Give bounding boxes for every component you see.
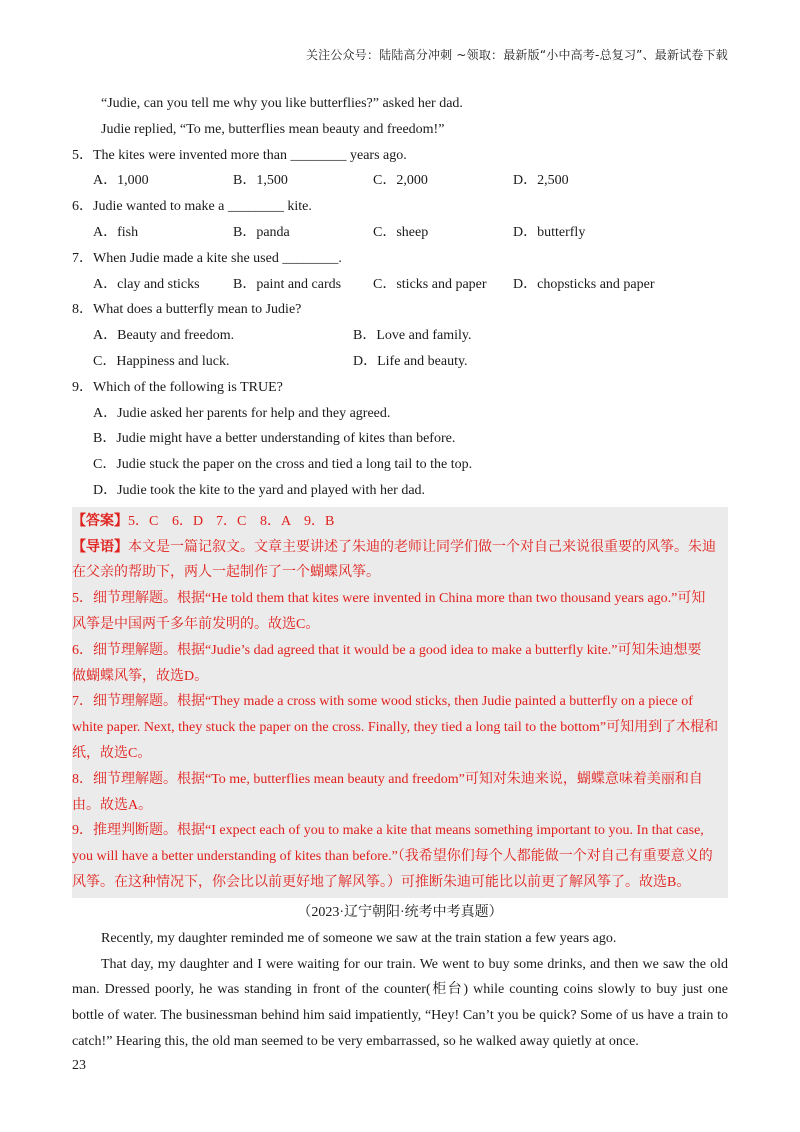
guide-line: 在父亲的帮助下，两人一起制作了一个蝴蝶风筝。 xyxy=(72,565,380,581)
option-d[interactable]: D．Judie took the kite to the yard and played with her dad. xyxy=(93,482,426,498)
answer-8: 8．A xyxy=(260,513,292,529)
explanation-line: 风筝是中国两千多年前发明的。故选C。 xyxy=(72,616,320,632)
guide-text: 本文是一篇记叙文。文章主要讲述了朱迪的老师让同学们做一个对自己来说很重要的风筝。朱迪 xyxy=(128,539,716,555)
passage-paragraph-2: That day, my daughter and I were waiting for our train. We went to buy some drinks, and then we saw the old man. Dressed poorly, he was standing in front of the counter(柜台) while counting coins slowly to buy just one bottle of water. The businessman behind him said impatiently, “Hey! Can’t you be quick? Some of us have a train to catch!” Hearing this, the old man seemed to be very embarrassed, so he walked away quietly at once. xyxy=(72,956,728,1049)
option-c[interactable]: C．Judie stuck the paper on the cross and tied a long tail to the top. xyxy=(93,457,473,473)
explanation-line: white paper. Next, they stuck the paper on the cross. Finally, they tied a long tail to the bottom”可知用到了木棍和 xyxy=(72,720,719,736)
option-a[interactable]: A．fish xyxy=(93,224,139,240)
answer-9: 9．B xyxy=(304,513,335,529)
option-b[interactable]: B．paint and cards xyxy=(233,276,342,292)
question-7-stem: 7．When Judie made a kite she used ________. xyxy=(72,250,342,266)
question-9-stem: 9．Which of the following is TRUE? xyxy=(72,379,283,395)
option-c[interactable]: C．sheep xyxy=(373,224,429,240)
question-7-options xyxy=(72,272,728,298)
story-line: “Judie, can you tell me why you like butterflies?” asked her dad. xyxy=(101,96,463,111)
question-6-stem: 6．Judie wanted to make a ________ kite. xyxy=(72,199,312,215)
page-header: 关注公众号：陆陆高分冲刺 ~领取：最新版“小中高考-总复习”、最新试卷下载 xyxy=(305,48,728,62)
page-number: 23 xyxy=(72,1058,86,1073)
question-8-options-cd xyxy=(72,349,728,375)
option-a[interactable]: A．Judie asked her parents for help and they agreed. xyxy=(93,405,391,421)
option-a[interactable]: A．Beauty and freedom. xyxy=(93,328,235,344)
guide-line xyxy=(72,535,728,561)
guide-label: 【导语】 xyxy=(72,539,128,555)
explanation-line: 7．细节理解题。根据“They made a cross with some wood sticks, then Judie painted a butterfly on a piece of xyxy=(72,694,693,710)
explanation-line: 风筝。在这种情况下，你会比以前更好地了解风筝。）可推断朱迪可能比以前更了解风筝了。故选B。 xyxy=(72,874,691,890)
option-b[interactable]: B．Judie might have a better understanding of kites than before. xyxy=(93,431,456,447)
explanation-line: you will have a better understanding of kites than before.”（我希望你们每个人都能做一个对自己有重要意义的 xyxy=(72,849,713,865)
option-d[interactable]: D．butterfly xyxy=(513,224,586,240)
question-8-options-ab xyxy=(72,323,728,349)
answer-line xyxy=(72,509,728,535)
page-content xyxy=(72,91,728,1055)
explanation-line: 由。故选A。 xyxy=(72,797,153,813)
story-line: Judie replied, “To me, butterflies mean beauty and freedom!” xyxy=(101,121,445,137)
option-b[interactable]: B．Love and family. xyxy=(353,328,472,344)
explanation-line: 纸，故选C。 xyxy=(72,745,152,761)
question-5-stem: 5．The kites were invented more than ________ years ago. xyxy=(72,147,407,163)
option-d[interactable]: D．chopsticks and paper xyxy=(513,276,655,292)
option-b[interactable]: B．panda xyxy=(233,224,290,240)
option-c[interactable]: C．Happiness and luck. xyxy=(93,353,230,369)
answer-label: 【答案】 xyxy=(72,513,128,529)
option-c[interactable]: C．sticks and paper xyxy=(373,276,487,292)
explanation-line: 做蝴蝶风筝，故选D。 xyxy=(72,668,209,684)
question-5-options xyxy=(72,168,728,194)
option-b[interactable]: B．1,500 xyxy=(233,173,288,189)
passage-paragraph-1 xyxy=(72,926,728,952)
explanation-line: 6．细节理解题。根据“Judie’s dad agreed that it would be a good idea to make a butterfly kite.”可知朱迪想要 xyxy=(72,642,702,658)
question-6-options xyxy=(72,220,728,246)
answer-5: 5．C xyxy=(128,513,159,529)
explanation-line: 8．细节理解题。根据“To me, butterflies mean beauty and freedom”可知对朱迪来说，蝴蝶意味着美丽和自 xyxy=(72,771,703,787)
option-a[interactable]: A．1,000 xyxy=(93,173,149,189)
explanation-line: 9．推理判断题。根据“I expect each of you to make a kite that means something important to you. In that case, xyxy=(72,823,704,839)
option-d[interactable]: D．2,500 xyxy=(513,173,569,189)
explanation-line: 5．细节理解题。根据“He told them that kites were invented in China more than two thousand years ago.”可知 xyxy=(72,591,706,607)
passage-text: Recently, my daughter reminded me of someone we saw at the train station a few years ago. xyxy=(101,930,617,946)
answer-6: 6．D xyxy=(172,513,204,529)
answer-7: 7．C xyxy=(216,513,247,529)
answer-section xyxy=(72,507,728,898)
question-8-stem: 8．What does a butterfly mean to Judie? xyxy=(72,302,302,318)
option-a[interactable]: A．clay and sticks xyxy=(93,276,200,292)
option-d[interactable]: D．Life and beauty. xyxy=(353,353,468,369)
option-c[interactable]: C．2,000 xyxy=(373,173,428,189)
source-note: （2023·辽宁朝阳·统考中考真题） xyxy=(297,904,503,920)
